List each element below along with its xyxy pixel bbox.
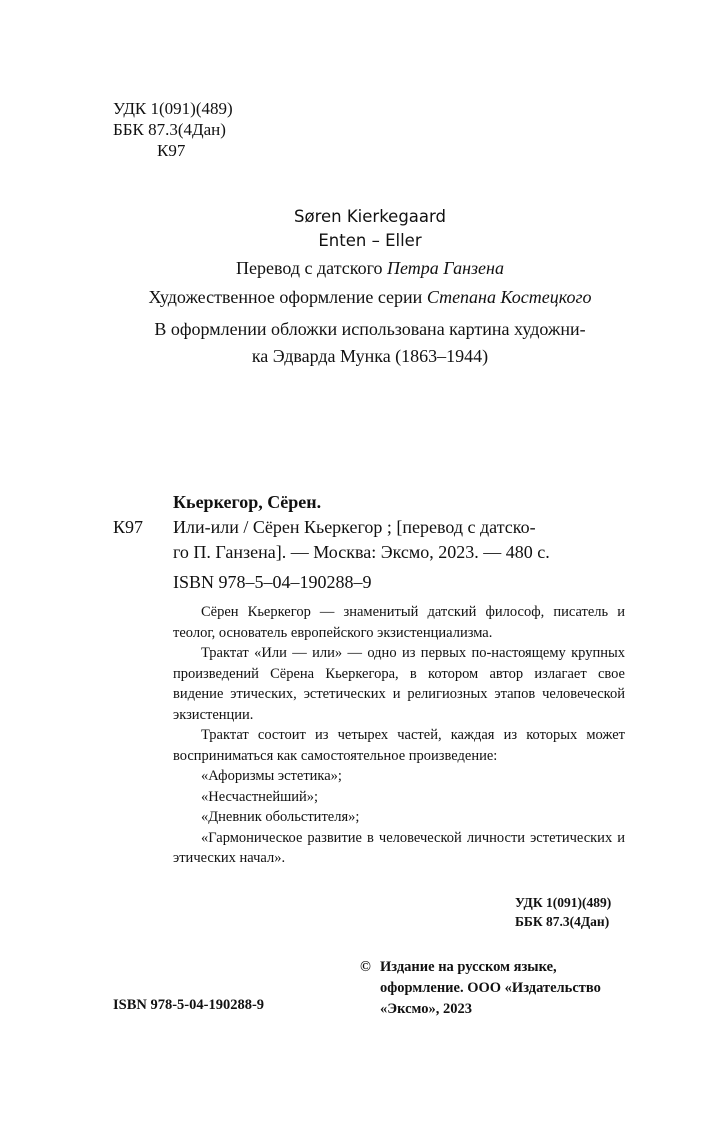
bibliographic-line2: го П. Ганзена]. — Москва: Эксмо, 2023. — 480 с.: [173, 542, 550, 562]
footer-udk: УДК 1(091)(489): [515, 895, 612, 910]
translation-credit: [100, 258, 640, 279]
cover-credit-line1: В оформлении обложки использована картина художни-: [154, 319, 586, 339]
original-author: Søren Kierkegaard: [294, 207, 446, 226]
isbn: ISBN 978–5–04–190288–9: [173, 572, 372, 592]
annotation-paragraph: Трактат «Или — или» — одно из первых по-настоящему крупных произведений Сёрена Кьеркегора, в котором автор излагает свое видение этических, эстетических и религиозных этапов человеческой экзистенции.: [173, 645, 625, 723]
annotation-list-item: «Несчастнейший»;: [201, 788, 319, 805]
translator-name: Петра Ганзена: [387, 258, 504, 278]
copyright-notice: [360, 957, 640, 1020]
cover-credit: [100, 316, 640, 370]
footer-bbk: ББК 87.3(4Дан): [515, 914, 610, 929]
bbk-code: ББК 87.3(4Дан): [113, 120, 226, 139]
annotation: [173, 602, 625, 869]
annotation-list-item: «Гармоническое развитие в человеческой личности эстетических и этических начал».: [173, 829, 625, 866]
annotation-paragraph: Трактат состоит из четырех частей, каждая из которых может восприниматься как самостоятельное произведение:: [173, 727, 625, 764]
annotation-list-item: «Афоризмы эстетика»;: [201, 768, 342, 784]
bibliographic-record: [113, 490, 633, 565]
original-title: Enten – Eller: [318, 231, 422, 250]
annotation-paragraph: Сёрен Кьеркегор — знаменитый датский философ, писатель и теолог, основатель европейского экзистенциализма.: [173, 604, 625, 641]
cover-credit-line2: ка Эдварда Мунка (1863–1944): [251, 346, 489, 366]
design-credit: [100, 287, 640, 308]
translation-prefix: Перевод с датского: [236, 258, 388, 278]
annotation-list-item: «Дневник обольстителя»;: [201, 809, 360, 825]
bibliographic-author-mark: К97: [113, 517, 144, 537]
bibliographic-line1: Или-или / Сёрен Кьеркегор ; [перевод с датско-: [173, 517, 536, 537]
footer-isbn: ISBN 978-5-04-190288-9: [113, 997, 265, 1013]
author-mark: К97: [157, 141, 186, 160]
design-prefix: Художественное оформление серии: [148, 287, 427, 307]
bibliographic-heading: Кьеркегор, Сёрен.: [173, 492, 322, 512]
footer-codes: [515, 893, 611, 931]
udk-code: УДК 1(091)(489): [113, 99, 233, 118]
classification-codes: [113, 98, 233, 161]
copyright-text: Издание на русском языке, оформление. ООО «Издательство «Эксмо», 2023: [380, 959, 601, 1017]
designer-name: Степана Костецкого: [426, 287, 592, 307]
copyright-symbol: ©: [360, 959, 371, 975]
